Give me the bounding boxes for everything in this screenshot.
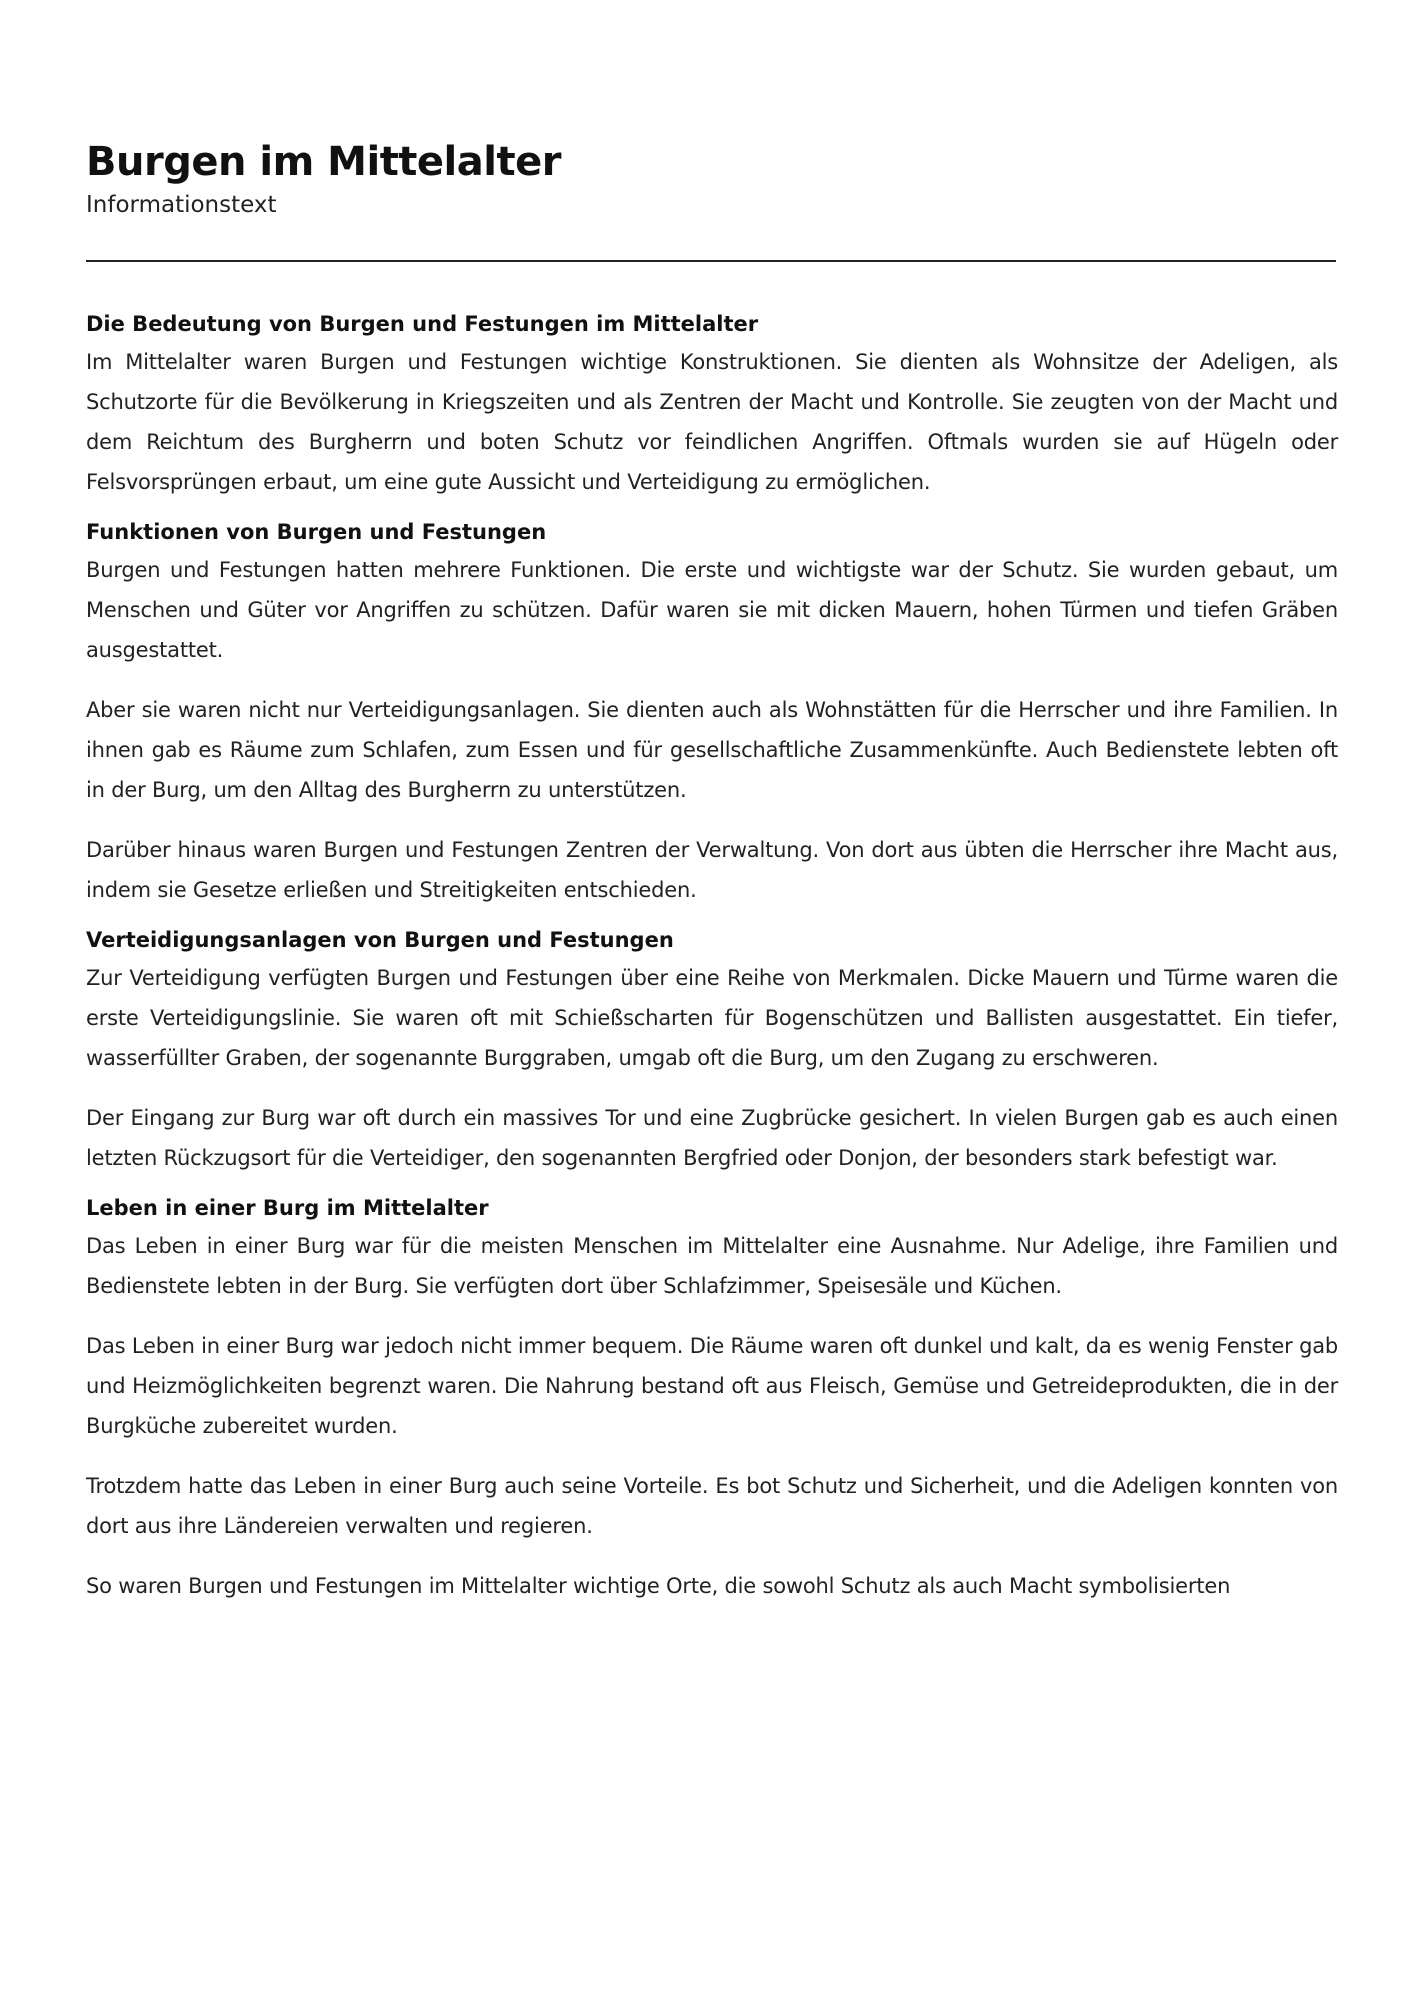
document-page (86, 136, 1338, 1606)
paragraph: Darüber hinaus waren Burgen und Festungen Zentren der Verwaltung. Von dort aus übten die Herrscher ihre Macht aus, indem sie Gesetze erließen und Streitigkeiten entschieden. (86, 838, 1338, 902)
paragraph: Der Eingang zur Burg war oft durch ein massives Tor und eine Zugbrücke gesichert. In vielen Burgen gab es auch einen letzten Rückzugsort für die Verteidiger, den sogenannten Bergfried oder Donjon, der besonders stark befestigt war. (86, 1106, 1338, 1170)
document-subtitle: Informationstext (86, 192, 277, 218)
section-heading: Leben in einer Burg im Mittelalter (86, 1196, 489, 1220)
section-verteidigungsanlagen (86, 924, 1338, 1178)
paragraph: Zur Verteidigung verfügten Burgen und Festungen über eine Reihe von Merkmalen. Dicke Mauern und Türme waren die erste Verteidigungslinie. Sie waren oft mit Schießscharten für Bogenschützen und Ballisten ausgestattet. Ein tiefer, wasserfüllter Graben, der sogenannte Burggraben, umgab oft die Burg, um den Zugang zu erschweren. (86, 966, 1338, 1070)
section-heading: Funktionen von Burgen und Festungen (86, 520, 547, 544)
paragraph: So waren Burgen und Festungen im Mittelalter wichtige Orte, die sowohl Schutz als auch Macht symbolisierten (86, 1574, 1231, 1598)
paragraph: Burgen und Festungen hatten mehrere Funktionen. Die erste und wichtigste war der Schutz. Sie wurden gebaut, um Menschen und Güter vor Angriffen zu schützen. Dafür waren sie mit dicken Mauern, hohen Türmen und tiefen Gräben ausgestattet. (86, 558, 1338, 662)
paragraph: Aber sie waren nicht nur Verteidigungsanlagen. Sie dienten auch als Wohnstätten für die Herrscher und ihre Familien. In ihnen gab es Räume zum Schlafen, zum Essen und für gesellschaftliche Zusammenkünfte. Auch Bedienstete lebten oft in der Burg, um den Alltag des Burgherrn zu unterstützen. (86, 698, 1338, 802)
section-heading: Die Bedeutung von Burgen und Festungen im Mittelalter (86, 312, 759, 336)
paragraph: Das Leben in einer Burg war für die meisten Menschen im Mittelalter eine Ausnahme. Nur Adelige, ihre Familien und Bedienstete lebten in der Burg. Sie verfügten dort über Schlafzimmer, Speisesäle und Küchen. (86, 1234, 1338, 1298)
paragraph: Im Mittelalter waren Burgen und Festungen wichtige Konstruktionen. Sie dienten als Wohnsitze der Adeligen, als Schutzorte für die Bevölkerung in Kriegszeiten und als Zentren der Macht und Kontrolle. Sie zeugten von der Macht und dem Reichtum des Burgherrn und boten Schutz vor feindlichen Angriffen. Oftmals wurden sie auf Hügeln oder Felsvorsprüngen erbaut, um eine gute Aussicht und Verteidigung zu ermöglichen. (86, 350, 1338, 494)
document-body (86, 308, 1338, 1606)
section-funktionen (86, 516, 1338, 910)
paragraph: Das Leben in einer Burg war jedoch nicht immer bequem. Die Räume waren oft dunkel und kalt, da es wenig Fenster gab und Heizmöglichkeiten begrenzt waren. Die Nahrung bestand oft aus Fleisch, Gemüse und Getreideprodukten, die in der Burgküche zubereitet wurden. (86, 1334, 1338, 1438)
section-heading: Verteidigungsanlagen von Burgen und Festungen (86, 928, 674, 952)
section-leben (86, 1192, 1338, 1606)
paragraph: Trotzdem hatte das Leben in einer Burg auch seine Vorteile. Es bot Schutz und Sicherheit, und die Adeligen konnten von dort aus ihre Ländereien verwalten und regieren. (86, 1474, 1338, 1538)
title-divider (86, 260, 1336, 262)
section-bedeutung (86, 308, 1338, 502)
document-title: Burgen im Mittelalter (86, 139, 561, 185)
